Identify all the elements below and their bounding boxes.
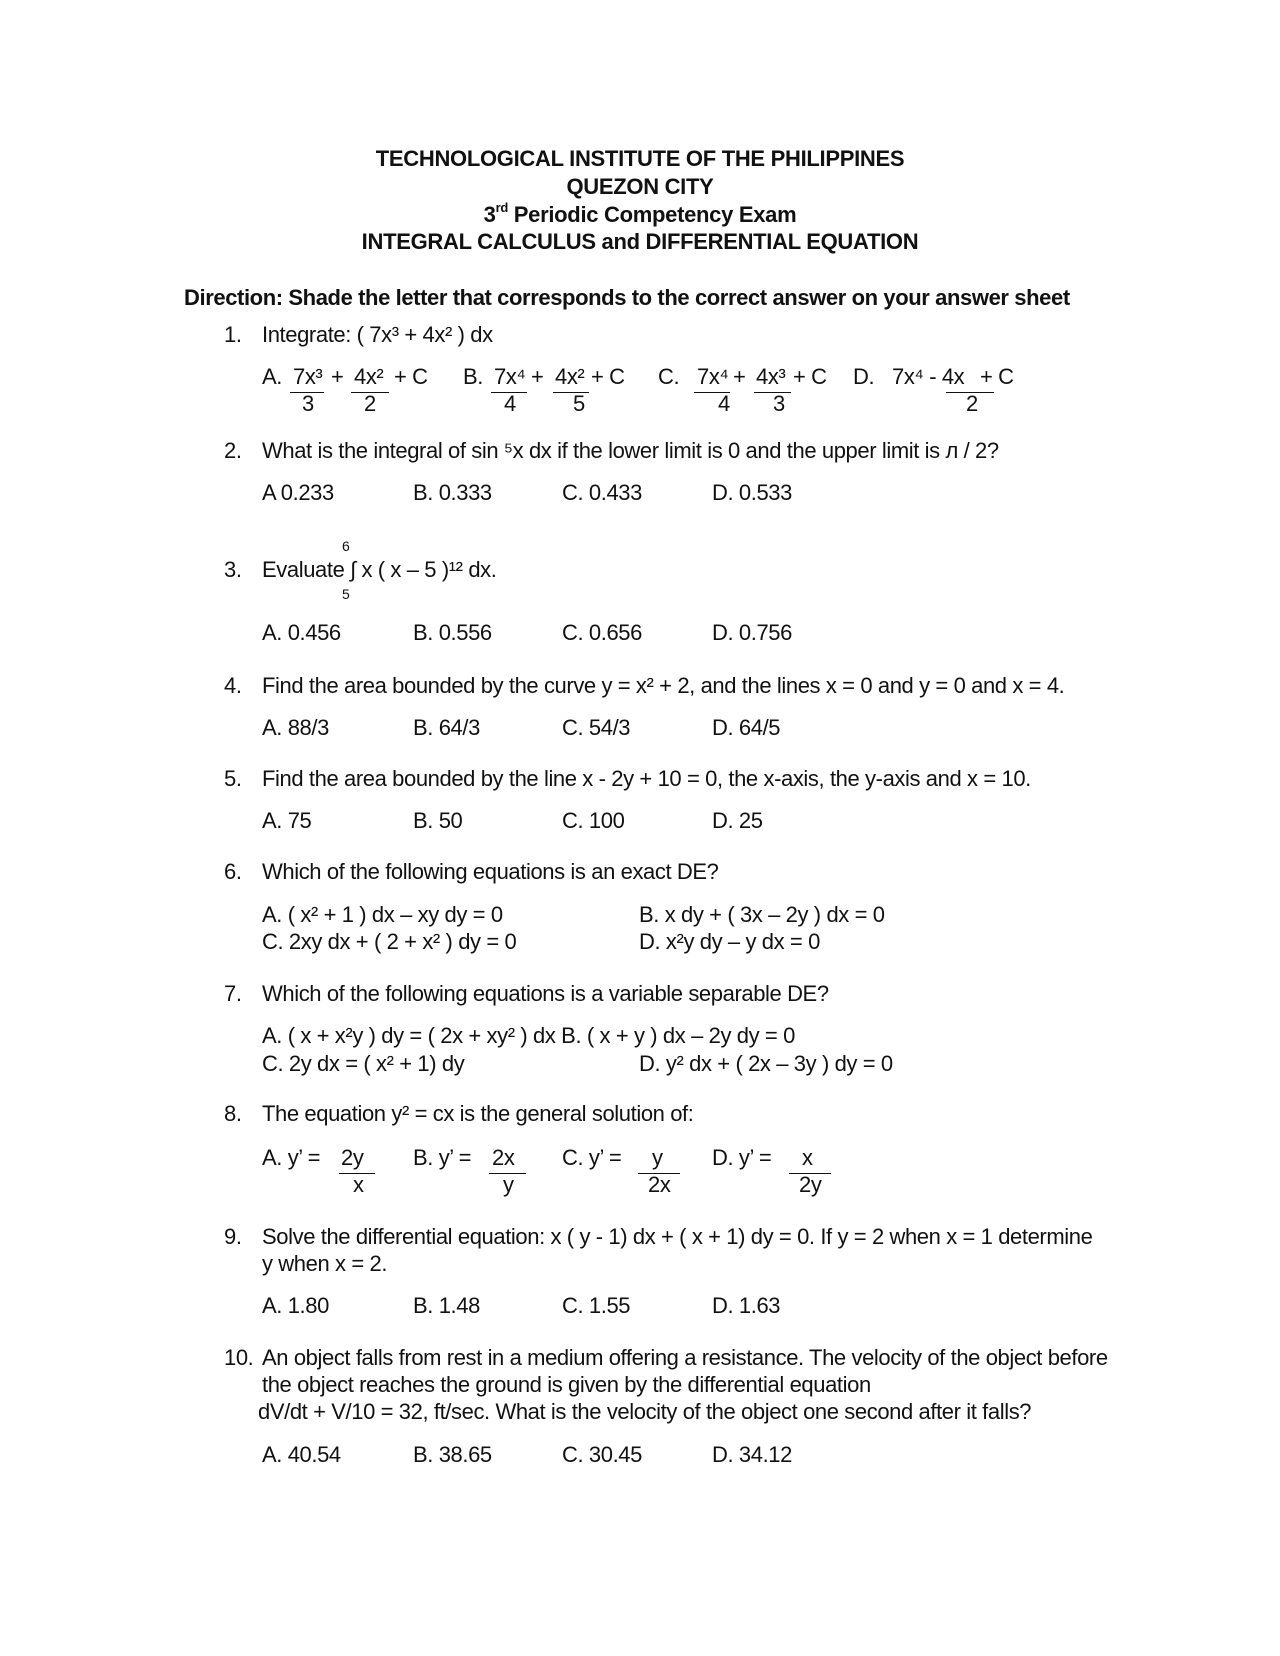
q4-option-c: C. 54/3 <box>562 715 631 740</box>
q10-text-line1: An object falls from rest in a medium offering a resistance. The velocity of the object before <box>262 1345 1108 1370</box>
city-name: QUEZON CITY <box>566 174 714 199</box>
q2-option-b: B. 0.333 <box>413 480 492 505</box>
q10-text-line2: the object reaches the ground is given by the differential equation <box>262 1372 871 1397</box>
direction-text: Direction: Shade the letter that corresponds to the correct answer on your answer sheet <box>184 285 1070 310</box>
q10-text-line3: dV/dt + V/10 = 32, ft/sec. What is the velocity of the object one second after it falls? <box>258 1399 1032 1424</box>
q6-option-c: C. 2xy dx + ( 2 + x² ) dy = 0 <box>262 929 517 954</box>
q9-text-line2: y when x = 2. <box>262 1251 388 1276</box>
q3-option-b: B. 0.556 <box>413 620 492 645</box>
q10-option-d: D. 34.12 <box>712 1442 792 1467</box>
exam-title-text: Periodic Competency Exam <box>507 202 797 227</box>
q6-option-d: D. x²y dy – y dx = 0 <box>639 929 820 954</box>
q1-option-b-tail: + C <box>591 364 625 389</box>
q1-option-b-plus: + <box>531 364 544 389</box>
q8-option-a-label: A. y’ = <box>262 1145 321 1170</box>
q1-option-b-label: B. <box>463 364 483 389</box>
q8-option-b-label: B. y’ = <box>413 1145 472 1170</box>
q1-option-d-text: 7x⁴ - 4x <box>892 364 965 389</box>
q5-option-c: C. 100 <box>562 808 625 833</box>
q1-option-c-den1: 4 <box>718 391 730 416</box>
q2-number: 2. <box>224 438 242 463</box>
q1-option-d-tail: + C <box>980 364 1014 389</box>
q3-text: Evaluate ∫ x ( x – 5 )¹² dx. <box>262 557 497 582</box>
exam-ordinal: 3 <box>483 202 496 227</box>
q7-number: 7. <box>224 981 242 1006</box>
q5-number: 5. <box>224 766 242 791</box>
q1-option-a-plus: + <box>331 364 344 389</box>
q5-text: Find the area bounded by the line x - 2y + 10 = 0, the x-axis, the y-axis and x = 10. <box>262 766 1031 791</box>
q9-option-d: D. 1.63 <box>712 1293 781 1318</box>
q6-text: Which of the following equations is an exact DE? <box>262 859 719 884</box>
q8-option-b-den: y <box>503 1172 514 1197</box>
q3-option-c: C. 0.656 <box>562 620 642 645</box>
q3-upper-limit: 6 <box>342 538 350 554</box>
exam-ordinal-suffix: rd <box>495 200 508 215</box>
q4-text: Find the area bounded by the curve y = x² + 2, and the lines x = 0 and y = 0 and x = 4. <box>262 673 1065 698</box>
q3-option-a: A. 0.456 <box>262 620 341 645</box>
q1-option-c-num2: 4x³ <box>756 364 786 389</box>
q8-option-a-den: x <box>353 1172 364 1197</box>
q10-option-c: C. 30.45 <box>562 1442 642 1467</box>
q9-number: 9. <box>224 1224 242 1249</box>
q4-option-d: D. 64/5 <box>712 715 781 740</box>
q1-option-b-num1: 7x⁴ <box>494 364 526 389</box>
q2-option-a: A 0.233 <box>262 480 334 505</box>
q1-option-a-den1: 3 <box>302 391 314 416</box>
q1-option-b-den1: 4 <box>504 391 516 416</box>
q1-option-d-den: 2 <box>966 391 978 416</box>
q5-option-d: D. 25 <box>712 808 763 833</box>
q6-option-a: A. ( x² + 1 ) dx – xy dy = 0 <box>262 902 503 927</box>
q3-lower-limit: 5 <box>342 586 350 602</box>
q8-option-c-den: 2x <box>648 1172 671 1197</box>
exam-title <box>0 202 1280 228</box>
q9-text-line1: Solve the differential equation: x ( y - 1) dx + ( x + 1) dy = 0. If y = 2 when x = 1 determine <box>262 1224 1093 1249</box>
q3-option-d: D. 0.756 <box>712 620 792 645</box>
q8-number: 8. <box>224 1101 242 1126</box>
q1-option-c-num1: 7x⁴ <box>697 364 729 389</box>
q8-option-c-num: y <box>652 1145 663 1170</box>
q1-option-a-tail: + C <box>394 364 428 389</box>
q1-text: Integrate: ( 7x³ + 4x² ) dx <box>262 322 493 347</box>
q2-option-d: D. 0.533 <box>712 480 792 505</box>
q1-option-a-num2: 4x² <box>354 364 384 389</box>
q8-text: The equation y² = cx is the general solution of: <box>262 1101 694 1126</box>
q1-option-c-den2: 3 <box>773 391 785 416</box>
q8-option-d-label: D. y’ = <box>712 1145 772 1170</box>
q10-number: 10. <box>224 1345 254 1370</box>
q7-text: Which of the following equations is a variable separable DE? <box>262 981 829 1006</box>
q1-option-b-num2: 4x² <box>555 364 585 389</box>
q8-option-a-num: 2y <box>341 1145 364 1170</box>
institution-name: TECHNOLOGICAL INSTITUTE OF THE PHILIPPINES <box>375 146 905 171</box>
q1-option-a-den2: 2 <box>364 391 376 416</box>
q4-option-a: A. 88/3 <box>262 715 329 740</box>
q2-text: What is the integral of sin ⁵x dx if the lower limit is 0 and the upper limit is л / 2? <box>262 438 999 463</box>
q4-number: 4. <box>224 673 242 698</box>
q7-options-a-b: A. ( x + x²y ) dy = ( 2x + xy² ) dx B. ( x + y ) dx – 2y dy = 0 <box>262 1023 795 1048</box>
q9-option-b: B. 1.48 <box>413 1293 480 1318</box>
q8-option-d-num: x <box>802 1145 813 1170</box>
q7-option-c: C. 2y dx = ( x² + 1) dy <box>262 1051 465 1076</box>
q10-option-b: B. 38.65 <box>413 1442 492 1467</box>
q1-option-a-label: A. <box>262 364 282 389</box>
q10-option-a: A. 40.54 <box>262 1442 341 1467</box>
q1-option-c-plus: + <box>733 364 746 389</box>
q1-option-a-num1: 7x³ <box>293 364 323 389</box>
q8-option-c-label: C. y’ = <box>562 1145 622 1170</box>
q7-option-d: D. y² dx + ( 2x – 3y ) dy = 0 <box>639 1051 893 1076</box>
q5-option-a: A. 75 <box>262 808 312 833</box>
q1-number: 1. <box>224 322 242 347</box>
q1-option-c-tail: + C <box>793 364 827 389</box>
q6-option-b: B. x dy + ( 3x – 2y ) dx = 0 <box>639 902 885 927</box>
subject-title: INTEGRAL CALCULUS and DIFFERENTIAL EQUATION <box>361 229 919 254</box>
q9-option-c: C. 1.55 <box>562 1293 631 1318</box>
q5-option-b: B. 50 <box>413 808 463 833</box>
q8-option-d-den: 2y <box>799 1172 822 1197</box>
q1-option-b-den2: 5 <box>573 391 585 416</box>
q9-option-a: A. 1.80 <box>262 1293 329 1318</box>
q3-number: 3. <box>224 557 242 582</box>
q1-option-d-label: D. <box>853 364 875 389</box>
q4-option-b: B. 64/3 <box>413 715 480 740</box>
q1-option-c-label: C. <box>658 364 680 389</box>
q2-option-c: C. 0.433 <box>562 480 642 505</box>
q8-option-b-num: 2x <box>492 1145 515 1170</box>
q6-number: 6. <box>224 859 242 884</box>
